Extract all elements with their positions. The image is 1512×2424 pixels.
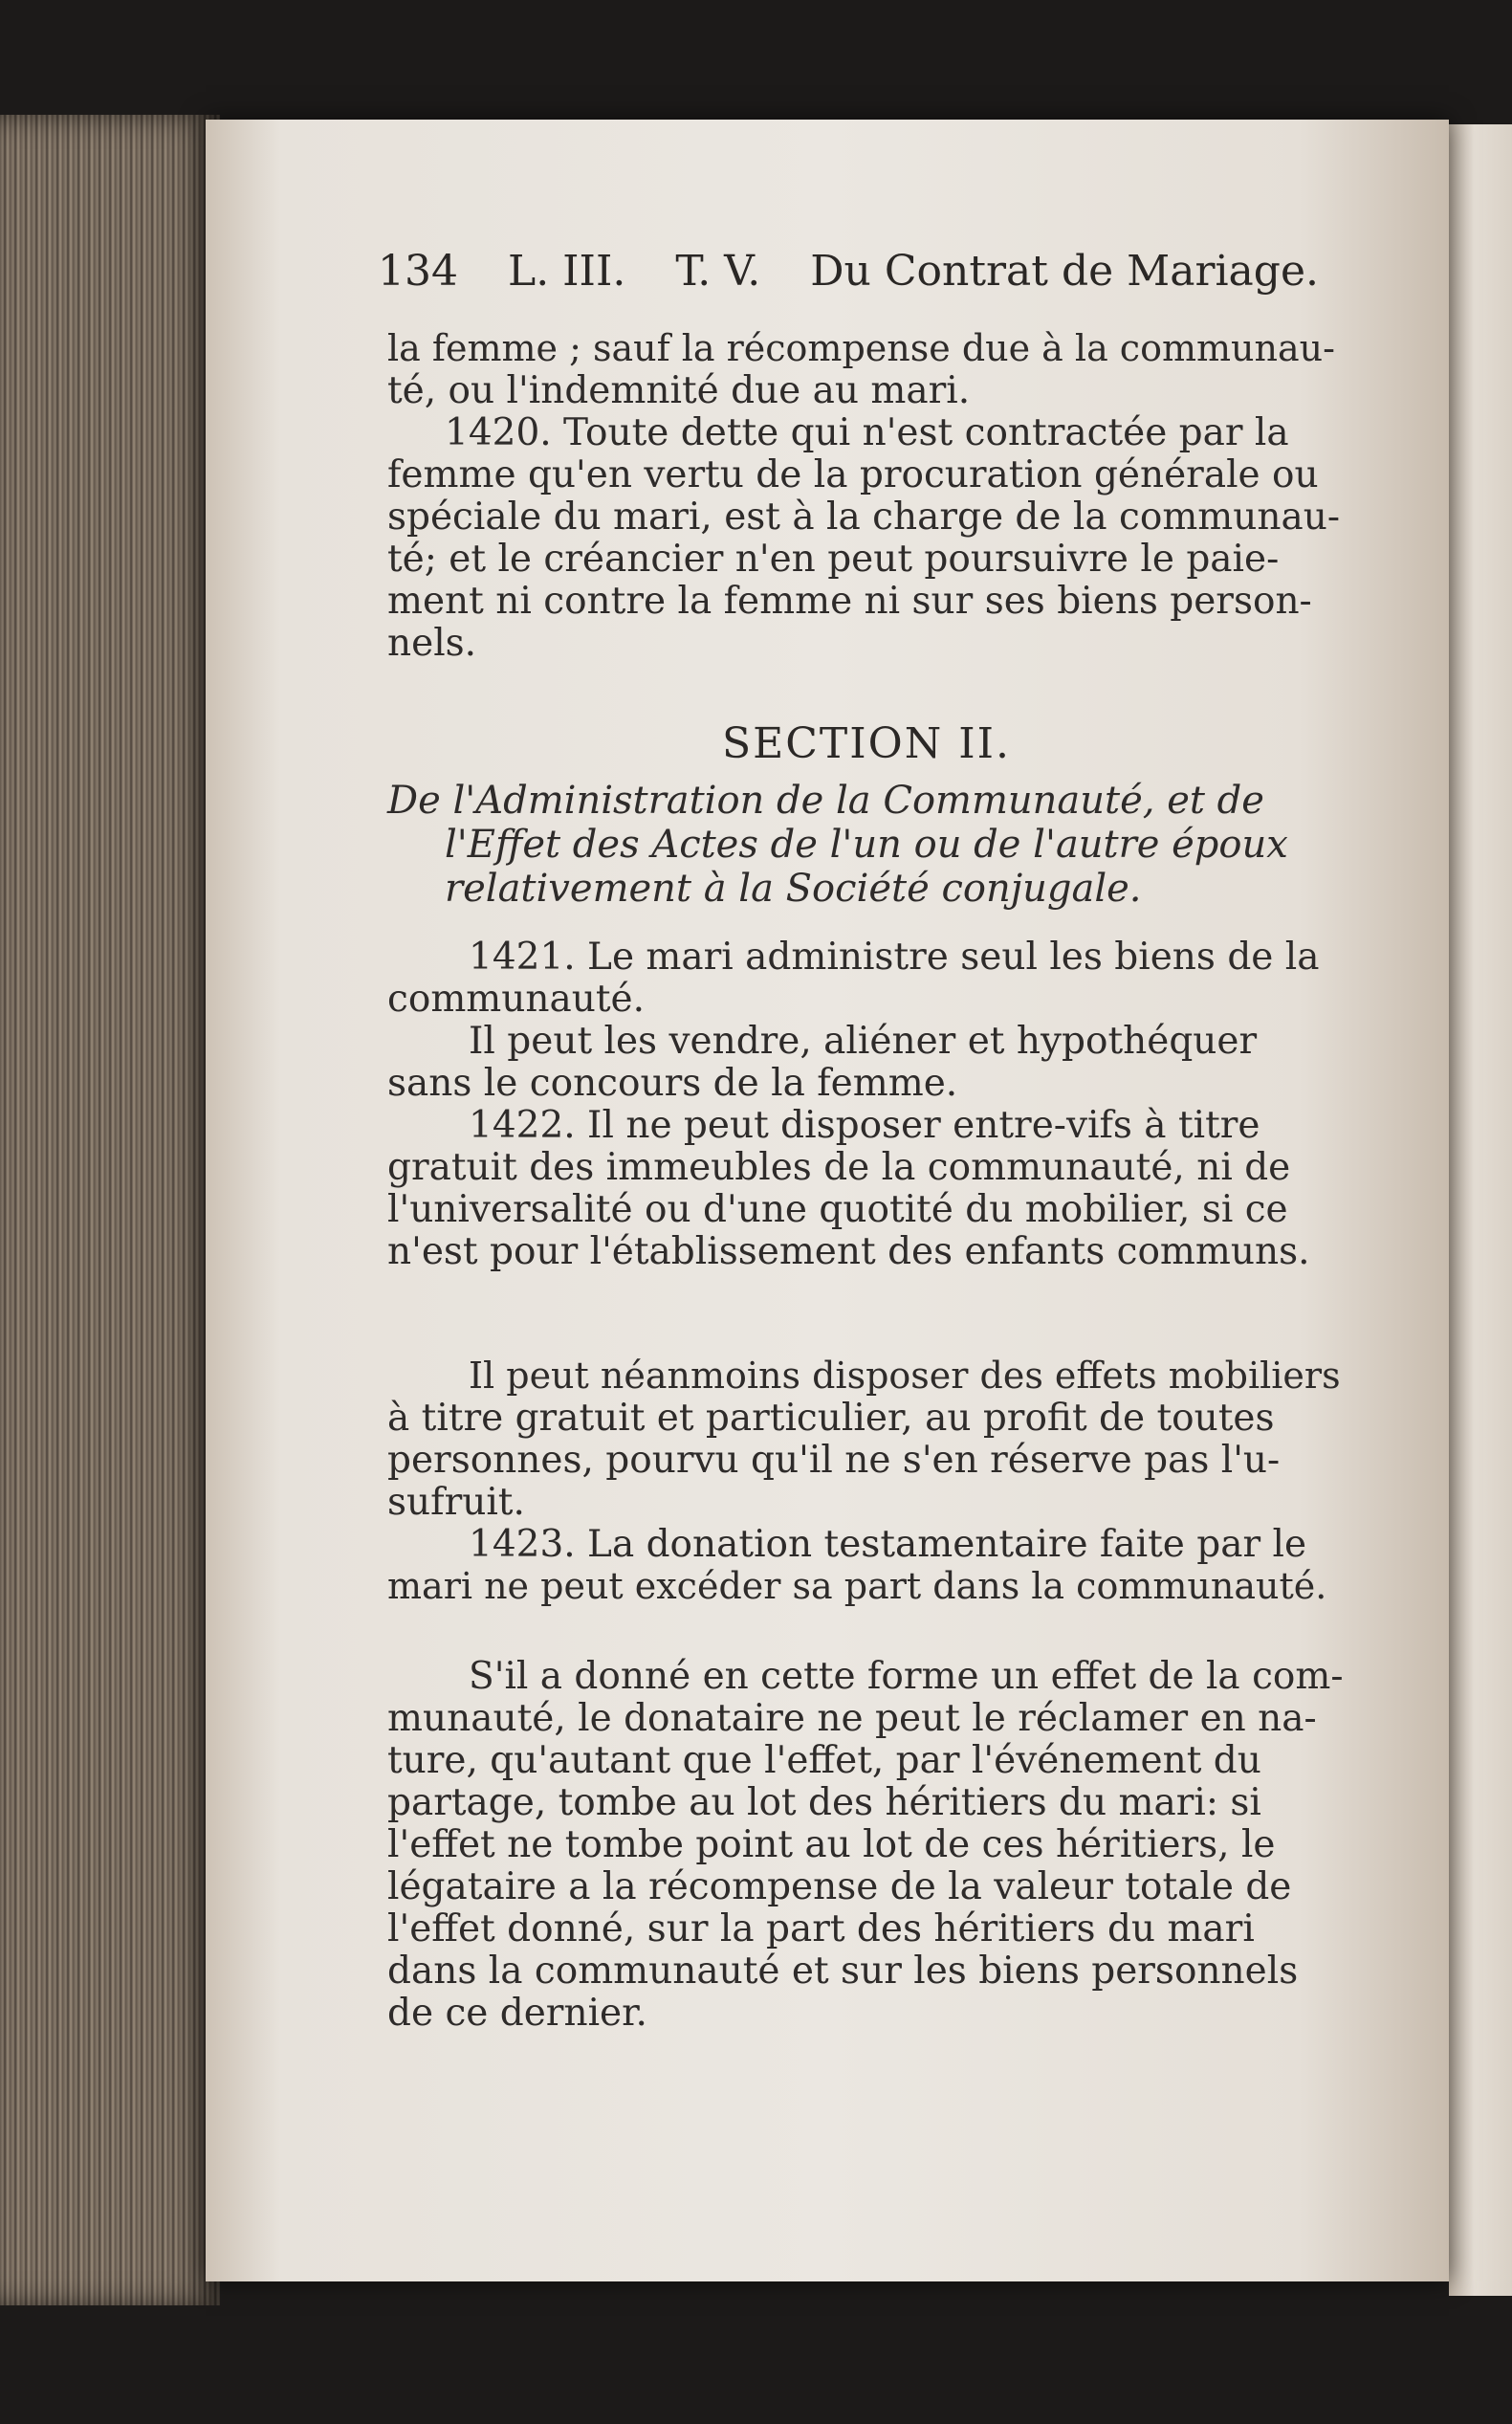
text-line: 1423. La donation testamentaire faite par le [469, 1523, 1307, 1566]
text-line: nels. [387, 622, 477, 665]
page-edges [0, 115, 220, 2305]
text-line: dans la communauté et sur les biens personnels [387, 1950, 1299, 1993]
text-line: té, ou l'indemnité due au mari. [387, 369, 971, 412]
text-line: munauté, le donataire ne peut le réclamer en na- [387, 1697, 1317, 1740]
text-line: n'est pour l'établissement des enfants communs. [387, 1230, 1310, 1273]
text-line: S'il a donné en cette forme un effet de la com- [469, 1655, 1344, 1698]
text-line: ment ni contre la femme ni sur ses biens person- [387, 580, 1312, 623]
text-line: Il peut néanmoins disposer des effets mobiliers [469, 1355, 1341, 1397]
text-line: la femme ; sauf la récompense due à la communau- [387, 327, 1335, 369]
text-line: spéciale du mari, est à la charge de la communau- [387, 496, 1341, 539]
text-line: communauté. [387, 978, 646, 1021]
book-number: L. III. [507, 247, 626, 296]
running-header [378, 247, 1355, 296]
text-line: 1422. Il ne peut disposer entre-vifs à titre [469, 1104, 1260, 1147]
section-subtitle-line: De l'Administration de la Communauté, et de [387, 779, 1264, 823]
text-line: l'effet ne tombe point au lot de ces héritiers, le [387, 1823, 1276, 1866]
text-line: l'universalité ou d'une quotité du mobilier, si ce [387, 1188, 1288, 1231]
page-number: 134 [378, 247, 458, 296]
text-line: mari ne peut excéder sa part dans la communauté. [387, 1565, 1327, 1607]
text-line: légataire a la récompense de la valeur totale de [387, 1865, 1292, 1908]
facing-page-edge [1449, 124, 1512, 2296]
text-line: 1421. Le mari administre seul les biens de la [469, 936, 1320, 979]
text-line: personnes, pourvu qu'il ne s'en réserve pas l'u- [387, 1439, 1281, 1482]
title-number: T. V. [675, 247, 761, 296]
text-line: partage, tombe au lot des héritiers du mari: si [387, 1781, 1261, 1824]
section-subtitle-line: relativement à la Société conjugale. [445, 867, 1142, 911]
section-subtitle-line: l'Effet des Actes de l'un ou de l'autre époux [445, 823, 1288, 867]
text-line: de ce dernier. [387, 1992, 647, 2035]
text-line: gratuit des immeubles de la communauté, ni de [387, 1146, 1291, 1189]
section-heading: SECTION II. [722, 719, 1011, 768]
text-line: té; et le créancier n'en peut poursuivre le paie- [387, 538, 1280, 581]
running-title: Du Contrat de Mariage. [810, 247, 1319, 296]
text-line: à titre gratuit et particulier, au profit de toutes [387, 1397, 1275, 1440]
text-line: sufruit. [387, 1481, 525, 1524]
text-line: femme qu'en vertu de la procuration générale ou [387, 453, 1319, 496]
text-line: sans le concours de la femme. [387, 1062, 958, 1105]
text-line: l'effet donné, sur la part des héritiers du mari [387, 1907, 1255, 1950]
text-line: 1420. Toute dette qui n'est contractée par la [445, 411, 1289, 454]
text-line: ture, qu'autant que l'effet, par l'événement du [387, 1739, 1261, 1782]
text-line: Il peut les vendre, aliéner et hypothéquer [469, 1020, 1258, 1063]
